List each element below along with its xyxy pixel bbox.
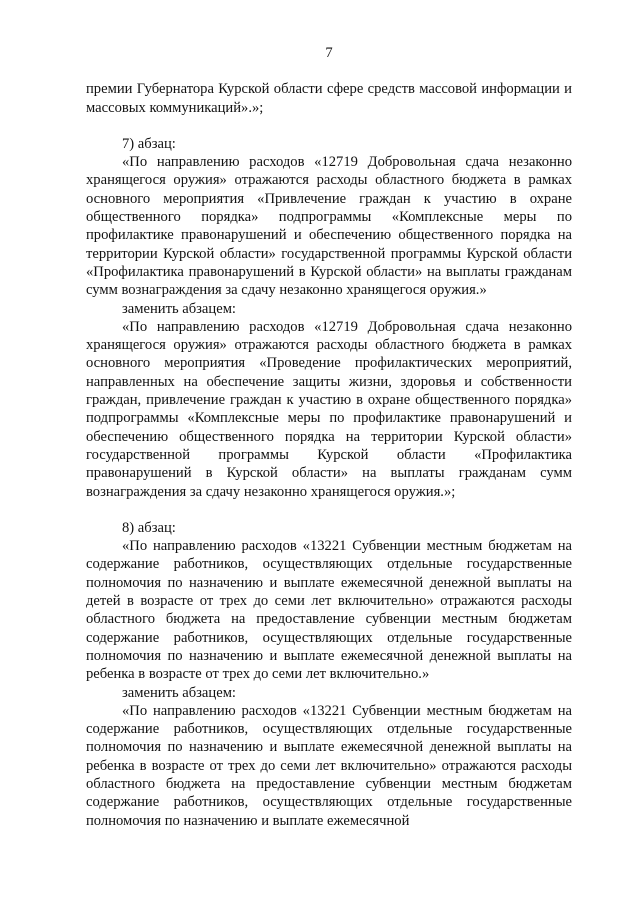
document-page bbox=[86, 44, 572, 830]
item-7-old-text: «По направлению расходов «12719 Добровольная сдача незаконно хранящегося оружия» отражаются расходы областного бюджета в рамках основного мероприятия «Привлечение граждан к участию в охране общественного порядка» подпрограммы «Комплексные меры по профилактике правонарушений и обеспечению общественного порядка на территории Курской области» государственной программы Курской области «Профилактика правонарушений в Курской области» на выплаты гражданам сумм вознаграждения за сдачу незаконно хранящегося оружия.» bbox=[86, 154, 572, 299]
page-number: 7 bbox=[325, 45, 333, 61]
item-7-new-text: «По направлению расходов «12719 Добровольная сдача незаконно хранящегося оружия» отражаются расходы областного бюджета в рамках основного мероприятия «Проведение профилактических мероприятий, направленных на обеспечение защиты жизни, здоровья и собственности граждан, привлечение граждан к участию в охране общественного порядка» подпрограммы «Комплексные меры по профилактике правонарушений и обеспечению общественного порядка на территории Курской области» государственной программы Курской области «Профилактика правонарушений в Курской области» на выплаты гражданам сумм вознаграждения за сдачу незаконно хранящегося оружия.»; bbox=[86, 318, 572, 500]
item-8-new-text: «По направлению расходов «13221 Субвенции местным бюджетам на содержание работников, осуществляющих отдельные государственные полномочия по назначению и выплате ежемесячной денежной выплаты на ребенка в возрасте от трех до семи лет включительно» отражаются расходы областного бюджета на предоставление субвенции местным бюджетам содержание работников, осуществляющих отдельные государственные полномочия по назначению и выплате ежемесячной bbox=[86, 702, 572, 829]
item-7-replace-label: заменить абзацем: bbox=[122, 300, 236, 317]
paragraph-continuation: премии Губернатора Курской области сфере средств массовой информации и массовых коммуникаций».»; bbox=[86, 81, 572, 116]
item-7-heading: 7) абзац: bbox=[122, 135, 176, 152]
paragraph-spacer bbox=[86, 501, 572, 519]
paragraph-spacer bbox=[86, 117, 572, 135]
item-8-heading: 8) абзац: bbox=[122, 519, 176, 536]
item-8-replace-label: заменить абзацем: bbox=[122, 684, 236, 701]
item-8-old-text: «По направлению расходов «13221 Субвенции местным бюджетам на содержание работников, осуществляющих отдельные государственные полномочия по назначению и выплате ежемесячной денежной выплаты на детей в возрасте от трех до семи лет включительно» отражаются расходы областного бюджета на предоставление субвенции местным бюджетам содержание работников, осуществляющих отдельные государственные полномочия по назначению и выплате ежемесячной денежной выплаты на ребенка в возрасте от трех до семи лет включительно.» bbox=[86, 538, 572, 683]
